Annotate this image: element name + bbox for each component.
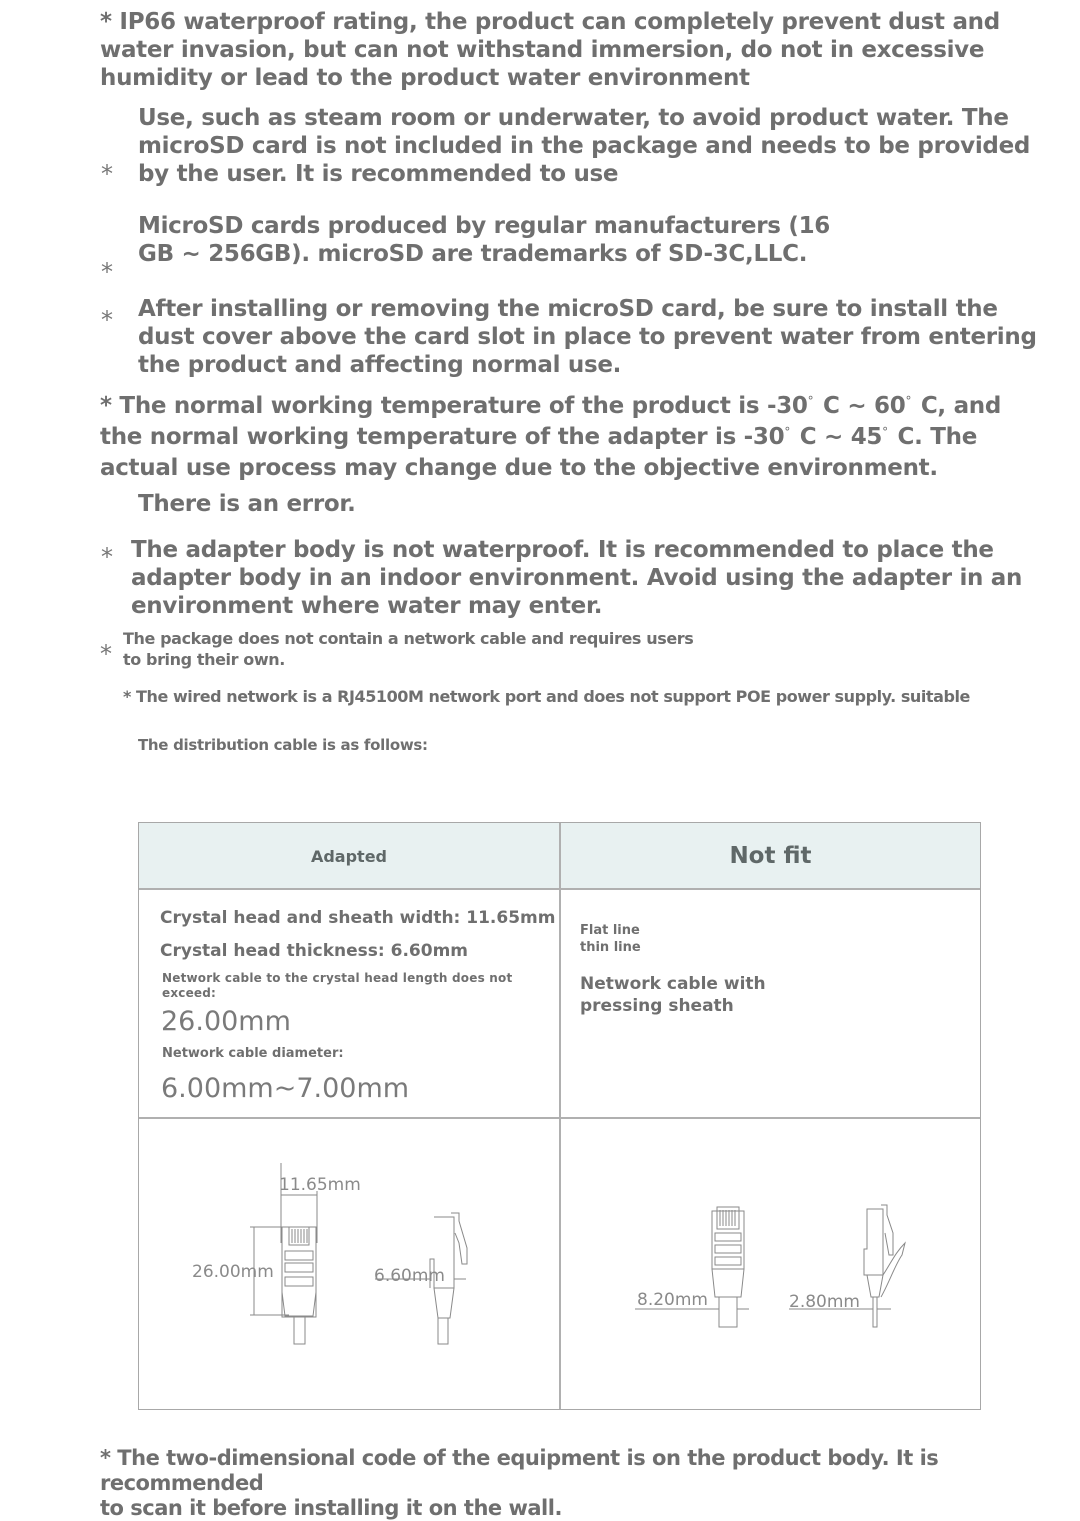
cable xyxy=(719,1297,737,1327)
length-label-line: Network cable to the crystal head length does not xyxy=(162,971,513,985)
temp-text: C ~ 45 xyxy=(792,424,883,450)
connector-slot xyxy=(715,1257,741,1265)
side-cable xyxy=(873,1297,877,1327)
ip66-note xyxy=(100,8,1000,92)
connector-slot xyxy=(285,1263,313,1272)
temperature-line: actual use process may change due to the objective environment. xyxy=(100,455,938,481)
adapter-line: adapter body in an indoor environment. Avoid using the adapter in an xyxy=(131,565,1023,591)
connector-boot xyxy=(282,1292,316,1316)
divider xyxy=(559,823,561,1409)
ip66-line: water invasion, but can not withstand immersion, do not in excessive xyxy=(100,37,985,63)
connector-slot xyxy=(285,1277,313,1286)
header-not-fit: Not fit xyxy=(729,843,812,869)
flat-line-text: thin line xyxy=(580,940,641,955)
steam-line: Use, such as steam room or underwater, to avoid product water. The xyxy=(138,105,1009,131)
thickness-spec: Crystal head thickness: 6.60mm xyxy=(160,941,468,961)
degree-icon: ° xyxy=(807,394,814,408)
cable xyxy=(294,1316,305,1344)
asterisk-icon: * xyxy=(100,640,112,668)
package-line: The package does not contain a network cable and requires users xyxy=(123,629,694,648)
side-connector-latch xyxy=(451,1213,467,1264)
install-line: After installing or removing the microSD card, be sure to install the xyxy=(138,296,998,322)
length-label-line: exceed: xyxy=(162,986,217,1000)
wired-note: * The wired network is a RJ45100M network port and does not support POE power supply. suitable xyxy=(123,687,970,706)
adapted-width-label: 11.65mm xyxy=(279,1175,361,1195)
steam-line: microSD card is not included in the package and needs to be provided xyxy=(138,133,1031,159)
flat-line-text: Flat line xyxy=(580,923,640,938)
package-note xyxy=(123,628,693,670)
diameter-spec-value: 6.00mm~7.00mm xyxy=(161,1073,410,1104)
temp-text: C, and xyxy=(913,393,1002,419)
width-spec: Crystal head and sheath width: 11.65mm xyxy=(160,908,556,928)
sheath-text: pressing sheath xyxy=(580,996,734,1016)
distribution-label: The distribution cable is as follows: xyxy=(138,736,428,754)
length-spec-value: 26.00mm xyxy=(161,1006,291,1037)
sheath-text: Network cable with xyxy=(580,974,766,994)
diameter-spec-label: Network cable diameter: xyxy=(162,1046,344,1061)
ip66-line: humidity or lead to the product water environment xyxy=(100,65,750,91)
not-fit-width-label: 8.20mm xyxy=(637,1290,708,1310)
adapted-thickness-label: 6.60mm xyxy=(374,1266,445,1286)
temperature-note xyxy=(100,392,1001,482)
install-line: dust cover above the card slot in place to prevent water from entering xyxy=(138,324,1037,350)
adapted-length-label: 26.00mm xyxy=(192,1262,274,1282)
qr-code-note xyxy=(100,1446,1080,1521)
install-note xyxy=(138,295,1037,379)
side-connector-boot xyxy=(434,1288,454,1318)
degree-icon: ° xyxy=(905,394,912,408)
pressing-sheath-label xyxy=(580,973,766,1017)
temp-text: C. The xyxy=(889,424,978,450)
temperature-line xyxy=(100,392,1001,423)
side-connector-body xyxy=(864,1209,883,1275)
side-cable xyxy=(438,1318,448,1344)
connector-slot xyxy=(715,1233,741,1241)
ip66-line: * IP66 waterproof rating, the product can completely prevent dust and xyxy=(100,9,1000,35)
qr-line: * The two-dimensional code of the equipment is on the product body. It is recommended xyxy=(100,1446,939,1495)
not-fit-thickness-label: 2.80mm xyxy=(789,1292,860,1312)
connector-slot xyxy=(715,1245,741,1253)
asterisk-icon: * xyxy=(101,160,113,188)
cable-compatibility-table xyxy=(138,822,981,1410)
error-note: There is an error. xyxy=(138,491,356,517)
microsd-line: GB ~ 256GB). microSD are trademarks of SD-3C,LLC. xyxy=(138,241,808,267)
connector-slot xyxy=(285,1251,313,1260)
connector-boot xyxy=(712,1269,744,1297)
adapted-connector-diagram xyxy=(179,1163,559,1363)
package-line: to bring their own. xyxy=(123,650,285,669)
asterisk-icon: * xyxy=(101,258,113,286)
degree-icon: ° xyxy=(784,425,791,439)
asterisk-icon: * xyxy=(101,306,113,334)
header-adapted: Adapted xyxy=(310,846,388,866)
microsd-line: MicroSD cards produced by regular manufacturers (16 xyxy=(138,213,830,239)
adapter-line: environment where water may enter. xyxy=(131,593,603,619)
adapter-line: The adapter body is not waterproof. It is recommended to place the xyxy=(131,537,994,563)
install-line: the product and affecting normal use. xyxy=(138,352,622,378)
microsd-note xyxy=(138,212,830,268)
temp-text: C ~ 60 xyxy=(815,393,906,419)
steam-line: by the user. It is recommended to use xyxy=(138,161,619,187)
length-spec-label xyxy=(162,971,512,1001)
adapter-note xyxy=(131,536,1022,620)
steam-note xyxy=(138,104,1030,188)
flat-line-label xyxy=(580,922,641,956)
not-fit-connector-diagram xyxy=(619,1193,969,1343)
side-connector-boot xyxy=(867,1275,883,1297)
degree-icon: ° xyxy=(882,425,888,439)
temperature-line xyxy=(100,423,1001,454)
temp-text: the normal working temperature of the adapter is -30 xyxy=(100,424,785,450)
asterisk-icon: * xyxy=(101,543,113,571)
temp-text: * The normal working temperature of the product is -30 xyxy=(100,393,808,419)
qr-line: to scan it before installing it on the wall. xyxy=(100,1496,562,1520)
